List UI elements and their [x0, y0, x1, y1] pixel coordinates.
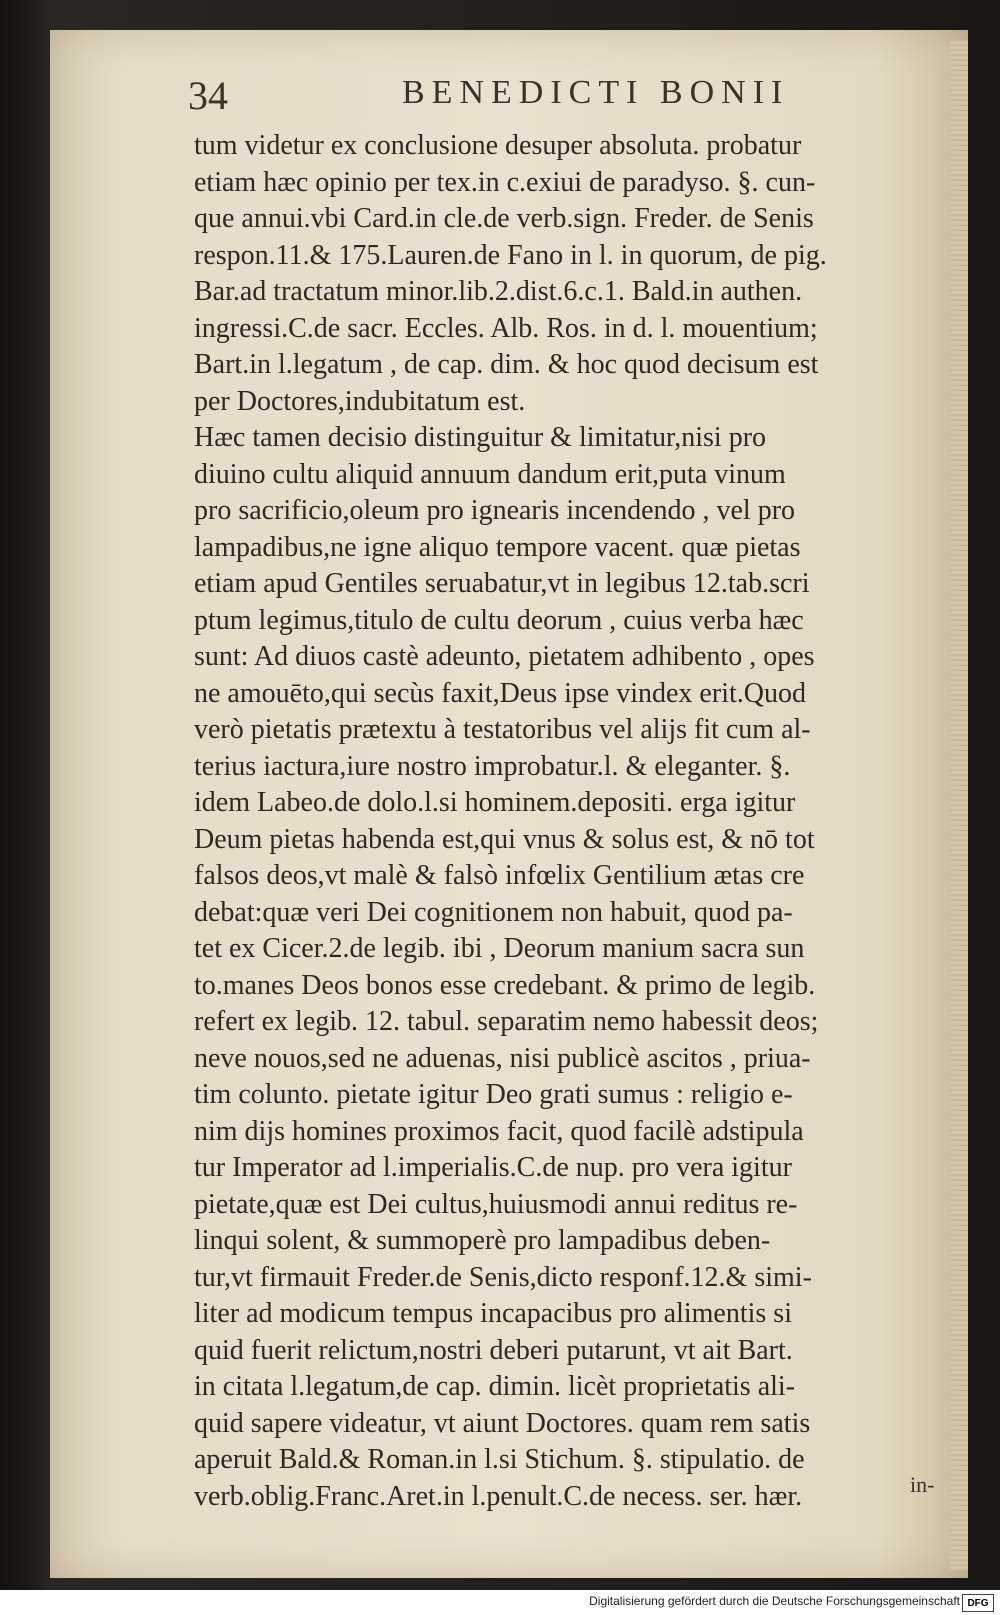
catchword: in- [910, 1472, 935, 1497]
text-line: in citata l.legatum,de cap. dimin. licèt proprietatis ali- [194, 1371, 796, 1402]
text-line: per Doctores,indubitatum est. [194, 385, 526, 417]
text-line: linqui solent, & summoperè pro lampadibus deben- [194, 1225, 771, 1256]
text-line: terius iactura,iure nostro improbatur.l. & eleganter. §. [194, 750, 791, 782]
text-line: diuino cultu aliquid annuum dandum erit,puta vinum [194, 458, 786, 490]
text-line: refert ex legib. 12. tabul. separatim nemo habessit deos; [194, 1006, 819, 1037]
text-line: tim colunto. pietate igitur Deo grati sumus : religio e- [194, 1079, 793, 1110]
text-line: nim dijs homines proximos facit, quod facilè adstipula [194, 1115, 804, 1147]
text-line: verb.oblig.Franc.Aret.in l.penult.C.de necess. ser. hær. [194, 1480, 803, 1512]
page-edge [950, 40, 968, 1570]
text-line: tur Imperator ad l.imperialis.C.de nup. pro vera igitur [194, 1152, 792, 1183]
body-text [194, 128, 934, 1515]
text-line: Bart.in l.legatum , de cap. dim. & hoc quod decisum est [194, 349, 819, 380]
text-line: Bar.ad tractatum minor.lib.2.dist.6.c.1. Bald.in authen. [194, 276, 803, 307]
page-header [140, 64, 920, 124]
text-line: lampadibus,ne igne aliquo tempore vacent. quæ pietas [194, 531, 801, 563]
text-line: tum videtur ex conclusione desuper absoluta. probatur [194, 130, 802, 161]
running-title: BENEDICTI BONII [402, 74, 790, 111]
text-line: liter ad modicum tempus incapacibus pro alimentis si [194, 1298, 792, 1329]
text-line: debat:quæ veri Dei cognitionem non habuit, quod pa- [194, 896, 793, 928]
text-line: ne amouēto,qui secùs faxit,Deus ipse vindex erit.Quod [194, 677, 806, 709]
text-line: pro sacrificio,oleum pro ignearis incendendo , vel pro [194, 495, 796, 526]
text-line: Hæc tamen decisio distinguitur & limitatur,nisi pro [194, 422, 767, 453]
page-number: 34 [188, 73, 228, 118]
footer-bar [0, 1590, 1000, 1615]
text-line: falsos deos,vt malè & falsò infœlix Gentilium ætas cre [194, 860, 805, 891]
text-line: ptum legimus,titulo de cultu deorum , cuius verba hæc [194, 604, 804, 636]
text-line: aperuit Bald.& Roman.in l.si Stichum. §. stipulatio. de [194, 1444, 805, 1475]
text-line: tet ex Cicer.2.de legib. ibi , Deorum manium sacra sun [194, 933, 805, 964]
text-line: tur,vt firmauit Freder.de Senis,dicto responf.12.& simi- [194, 1261, 812, 1293]
text-line: sunt: Ad diuos castè adeunto, pietatem adhibento , opes [194, 641, 815, 672]
text-line: verò pietatis prætextu à testatoribus vel alijs fit cum al- [194, 714, 811, 745]
text-line: pietate,quæ est Dei cultus,huiusmodi annui reditus re- [194, 1188, 798, 1220]
text-line: Deum pietas habenda est,qui vnus & solus est, & nō tot [194, 823, 815, 855]
text-line: ingressi.C.de sacr. Eccles. Alb. Ros. in d. l. mouentium; [194, 312, 818, 344]
dfg-logo: DFG [962, 1594, 994, 1612]
text-line: quid sapere videatur, vt aiunt Doctores. quam rem satis [194, 1407, 811, 1439]
digitization-credit: Digitalisierung gefördert durch die Deutsche Forschungsgemeinschaft [589, 1594, 960, 1608]
text-line: to.manes Deos bonos esse credebant. & primo de legib. [194, 969, 816, 1001]
text-line: respon.11.& 175.Lauren.de Fano in l. in quorum, de pig. [194, 239, 827, 271]
text-line: quid fuerit relictum,nostri deberi putarunt, vt ait Bart. [194, 1334, 793, 1366]
text-line: etiam hæc opinio per tex.in c.exiui de paradyso. §. cun- [194, 166, 816, 198]
text-line: etiam apud Gentiles seruabatur,vt in legibus 12.tab.scri [194, 568, 810, 599]
text-line: neve nouos,sed ne aduenas, nisi publicè ascitos , priua- [194, 1042, 811, 1074]
text-line: que annui.vbi Card.in cle.de verb.sign. Freder. de Senis [194, 203, 814, 234]
text-line: idem Labeo.de dolo.l.si hominem.depositi. erga igitur [194, 787, 796, 818]
